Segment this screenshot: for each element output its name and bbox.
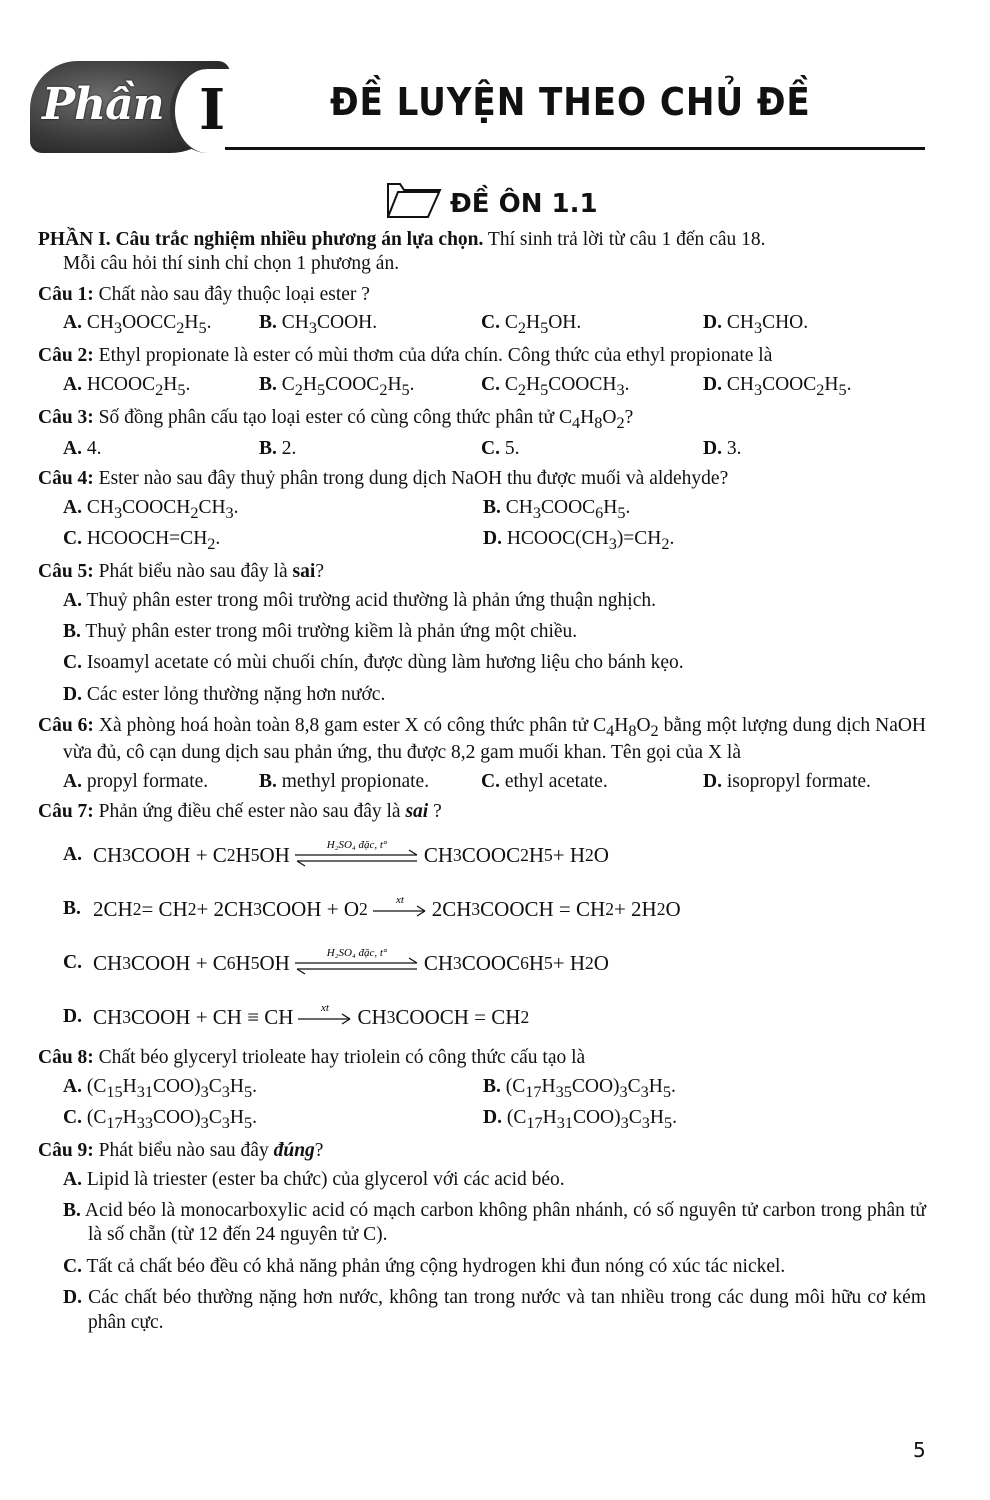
question-6: Câu 6: Xà phòng hoá hoàn toàn 8,8 gam ester X có công thức phân tử $C_4H_8O_2$ bằng một lượng dung dịch NaOH vừa đủ, cô cạn dung dịch sau phản ứng, thu được 8,2 gam muối khan. Tên gọi của X là A. propyl formate. B. methyl propionate. C. ethyl acetate. D. isopropyl formate. [38, 714, 926, 794]
exam-content [38, 228, 926, 1342]
option-d[interactable]: D. 3. [703, 438, 742, 460]
option-b[interactable]: B. 2CH 2 = CH 2 + 2CH 3 COOH + O 2 xt 2CH 3 COOCH = CH 2 + 2H 2 O [38, 886, 926, 932]
folder-icon [384, 178, 444, 220]
option-a[interactable]: A. CH 3 COOH + C 2 H 5 OH H₂SO₄ đặc, t° CH 3 COOC 2 H 5 + H 2 O [38, 832, 926, 878]
option-c[interactable]: C. ethyl acetate. [481, 770, 608, 792]
reversible-arrow-icon [293, 835, 421, 875]
question-text: Xà phòng hoá hoàn toàn 8,8 gam ester X có công thức phân tử C [93, 715, 607, 737]
question-text: Ester nào sau đây thuỷ phân trong dung dịch NaOH thu được muối và aldehyde? [93, 468, 729, 490]
question-label: Câu 6: [38, 715, 94, 737]
option-b[interactable]: B. $CH_3COOC_6H_5$. [483, 496, 631, 522]
option-a[interactable]: A. $CH_3COOCH_2CH_3$. [63, 496, 239, 522]
option-d[interactable]: D. $HCOOC(CH_3)=CH_2$. [483, 528, 675, 553]
question-label: Câu 1: [38, 283, 94, 305]
header-rule [225, 147, 925, 150]
question-label: Câu 4: [38, 468, 94, 490]
question-text: Phát biểu nào sau đây là [93, 561, 293, 583]
question-label: Câu 5: [38, 561, 94, 583]
question-label: Câu 9: [38, 1140, 94, 1162]
option-b[interactable]: B. $C_2H_5COOC_2H_5$. [259, 373, 415, 399]
question-label: Câu 7: [38, 801, 94, 823]
question-text: Số đồng phân cấu tạo loại ester có cùng công thức phân tử C [93, 406, 572, 428]
option-d[interactable]: D. Các chất béo thường nặng hơn nước, không tan trong nước và tan nhiều trong các dung môi hữu cơ kém phân cực. [63, 1287, 926, 1333]
question-text: Chất nào sau đây thuộc loại ester ? [93, 283, 370, 305]
option-b[interactable]: B. 2. [259, 438, 297, 460]
option-c[interactable]: C. 5. [481, 438, 520, 460]
part-word: Phần [42, 79, 164, 130]
exam-title-text: ĐỀ ÔN 1.1 [450, 189, 598, 219]
option-c[interactable]: C. Isoamyl acetate có mùi chuối chín, được dùng làm hương liệu cho bánh kẹo. [63, 652, 684, 674]
question-2 [38, 344, 926, 400]
option-c[interactable]: C. $(C_{17}H_{33}COO)_3C_3H_5$. [63, 1107, 257, 1132]
option-b[interactable]: B. $(C_{17}H_{35}COO)_3C_3H_5$. [483, 1075, 676, 1101]
question-text: Chất béo glyceryl trioleate hay triolein có công thức cấu tạo là [93, 1047, 586, 1069]
option-a[interactable]: A. 4. [63, 438, 102, 460]
forward-arrow-icon [371, 889, 429, 929]
question-label: Câu 8: [38, 1047, 94, 1069]
option-a[interactable]: A. $HCOOC_2H_5$. [63, 373, 191, 399]
part-title: ĐỀ LUYỆN THEO CHỦ ĐỀ [330, 80, 811, 124]
part-number-emblem [170, 69, 245, 153]
question-label: Câu 3: [38, 406, 94, 428]
option-a[interactable]: A. Thuỷ phân ester trong môi trường acid thường là phản ứng thuận nghịch. [63, 589, 656, 611]
question-label: Câu 2: [38, 345, 94, 367]
question-text: Phản ứng điều chế ester nào sau đây là [93, 801, 406, 823]
option-a[interactable]: A. $(C_{15}H_{31}COO)_3C_3H_5$. [63, 1075, 257, 1101]
forward-arrow-icon [296, 997, 354, 1037]
reaction-condition: xt [395, 894, 404, 907]
question-8 [38, 1046, 926, 1133]
question-7: Câu 7: Phản ứng điều chế ester nào sau đây là sai ? A. CH 3 COOH + C 2 H 5 OH H₂SO₄ đặc, t° CH 3 COOC 2 H 5 + H 2 O B. 2CH 2 = CH 2 + 2CH 3 COOH + O 2 xt 2CH 3 COOCH = CH 2 + 2H 2 O C. CH 3 COOH + C 6 H 5 OH H₂SO₄ đặc, t° CH 3 COOC 6 H 5 + H 2 O D. CH 3 COOH + CH ≡ CH xt CH 3 COOCH = CH 2 [38, 800, 926, 1040]
option-c[interactable]: C. $HCOOCH=CH_2$. [63, 528, 221, 553]
option-d[interactable]: D. $CH_3COOC_2H_5$. [703, 373, 852, 399]
section-instruction-2: Mỗi câu hỏi thí sinh chỉ chọn 1 phương án. [63, 253, 400, 275]
option-b[interactable]: B. Thuỷ phân ester trong môi trường kiềm là phản ứng một chiều. [63, 621, 578, 643]
question-9: Câu 9: Phát biểu nào sau đây đúng? A. Lipid là triester (ester ba chức) của glycerol với các acid béo. B. Acid béo là monocarboxylic acid có mạch carbon không phân nhánh, có số nguyên tử carbon trong phân tử là số chẵn (từ 12 đến 24 nguyên tử C). C. Tất cả chất béo đều có khả năng phản ứng cộng hydrogen khi đun nóng có xúc tác nickel. D. Các chất béo thường nặng hơn nước, không tan trong nước và tan nhiều trong các dung môi hữu cơ kém phân cực. [38, 1139, 926, 1335]
option-c[interactable]: C. CH 3 COOH + C 6 H 5 OH H₂SO₄ đặc, t° CH 3 COOC 6 H 5 + H 2 O [38, 940, 926, 986]
question-text: Phát biểu nào sau đây [93, 1140, 274, 1162]
section-intro [38, 228, 926, 277]
option-d[interactable]: D. $(C_{17}H_{31}COO)_3C_3H_5$. [483, 1107, 677, 1132]
option-a[interactable]: A. propyl formate. [63, 770, 209, 792]
part-header [30, 55, 925, 155]
part-number: I [199, 77, 226, 143]
question-text: Ethyl propionate là ester có mùi thơm của dứa chín. Công thức của ethyl propionate là [93, 345, 773, 367]
option-d[interactable]: D. Các ester lỏng thường nặng hơn nước. [63, 683, 386, 705]
question-4 [38, 467, 926, 554]
option-d[interactable]: D. isopropyl formate. [703, 770, 871, 792]
reaction-condition: H₂SO₄ đặc, t° [326, 839, 388, 852]
page-number: 5 [913, 1438, 926, 1462]
option-d[interactable]: D. CH 3 COOH + CH ≡ CH xt CH 3 COOCH = CH 2 [38, 994, 926, 1040]
option-a[interactable]: A. Lipid là triester (ester ba chức) của glycerol với các acid béo. [63, 1168, 565, 1190]
option-b[interactable]: B. Acid béo là monocarboxylic acid có mạch carbon không phân nhánh, có số nguyên tử carbon trong phân tử là số chẵn (từ 12 đến 24 nguyên tử C). [63, 1200, 926, 1246]
reversible-arrow-icon [293, 943, 421, 983]
option-b[interactable]: B. $CH_3COOH$. [259, 312, 378, 338]
option-d[interactable]: D. $CH_3CHO$. [703, 312, 809, 338]
section-lead: PHẦN I. Câu trắc nghiệm nhiều phương án lựa chọn. [38, 229, 484, 250]
option-b[interactable]: B. methyl propionate. [259, 770, 430, 792]
reaction-condition: xt [321, 1002, 330, 1015]
reaction-condition: H₂SO₄ đặc, t° [326, 947, 388, 960]
question-1 [38, 283, 926, 339]
option-a[interactable]: A. $CH_3OOCC_2H_5$. [63, 312, 212, 338]
question-3: Câu 3: Số đồng phân cấu tạo loại ester có cùng công thức phân tử $C_4H_8O_2$? A. 4. B. 2. C. 5. D. 3. [38, 406, 926, 462]
question-5: Câu 5: Phát biểu nào sau đây là sai? A. Thuỷ phân ester trong môi trường acid thường là phản ứng thuận nghịch. B. Thuỷ phân ester trong môi trường kiềm là phản ứng một chiều. C. Isoamyl acetate có mùi chuối chín, được dùng làm hương liệu cho bánh kẹo. D. Các ester lỏng thường nặng hơn nước. [38, 560, 926, 707]
option-c[interactable]: C. $C_2H_5OH$. [481, 312, 582, 338]
section-instruction: Thí sinh trả lời từ câu 1 đến câu 18. [483, 229, 766, 250]
option-c[interactable]: C. Tất cả chất béo đều có khả năng phản ứng cộng hydrogen khi đun nóng có xúc tác nickel. [63, 1255, 786, 1277]
option-c[interactable]: C. $C_2H_5COOCH_3$. [481, 373, 630, 399]
